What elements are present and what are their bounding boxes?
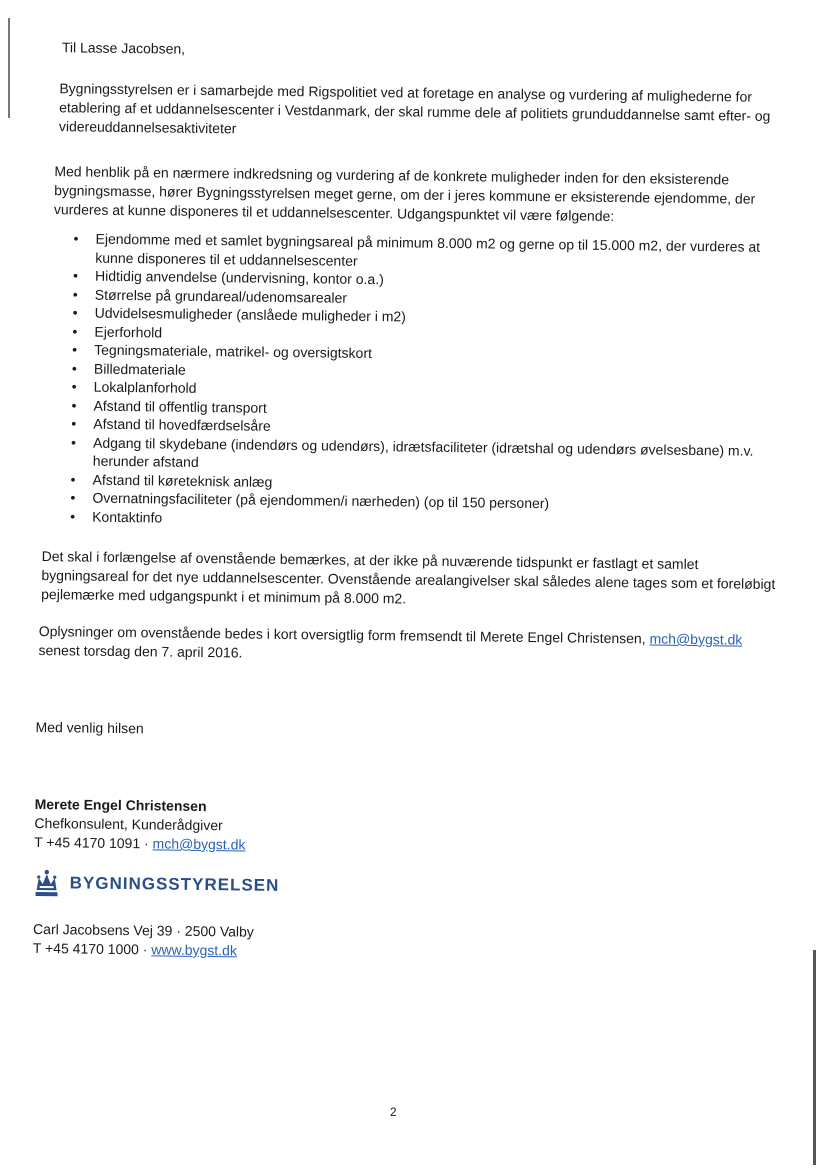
website-link[interactable]: www.bygst.dk: [151, 941, 238, 959]
requirement-item: • Afstand til offentlig transport: [71, 396, 779, 423]
requirement-item: • Udvidelsesmuligheder (anslåede muligheder i m2): [73, 303, 781, 330]
signature-name: Merete Engel Christensen: [34, 795, 207, 815]
closing: Med venlig hilsen: [35, 718, 144, 737]
salutation: Til Lasse Jacobsen,: [61, 39, 186, 57]
page-number: 2: [390, 1105, 397, 1119]
letter-body: [33, 38, 784, 967]
requirement-item: • Overnatningsfaciliteter (på ejendommen/i nærheden) (op til 150 personer): [70, 488, 778, 515]
paragraph-deadline: [38, 622, 776, 669]
address-block: [33, 920, 773, 967]
requirement-item: • Tegningsmateriale, matrikel- og oversigtskort: [72, 340, 780, 367]
signature-email-link[interactable]: mch@bygst.dk: [152, 835, 246, 853]
paragraph-request: Med henblik på en nærmere indkredsning og vurdering af de konkrete muligheder inden for den eksisterende bygningsmasse, hører Bygningsstyrelsen meget gerne, om der i jeres kommune er eksisterende ejendomme, der vurderes at kunne disponeres til et uddannelsescenter. Udgangspunktet vil være følgende:: [53, 163, 756, 224]
requirement-item: • Ejendomme med et samlet bygningsareal på minimum 8.000 m2 og gerne op til 15.000 m2, der vurderes at kunne disponeres til et uddannelsescenter: [73, 229, 781, 275]
requirement-item: • Ejerforhold: [72, 322, 780, 349]
crown-icon: [33, 868, 59, 898]
requirement-item: • Afstand til hovedfærdselsåre: [71, 414, 779, 441]
requirement-item: • Afstand til køreteknisk anlæg: [70, 470, 778, 497]
paragraph-note: Det skal i forlængelse af ovenstående bemærkes, at der ikke på nuværende tidspunkt er fastlagt et samlet bygningsareal for det nye uddannelsescenter. Ovenstående arealangivelser skal således alene tages som et foreløbigt pejlemærke med udgangspunkt i et minimum på 8.000 m2.: [41, 548, 776, 607]
requirement-item: • Hidtidig anvendelse (undervisning, kontor o.a.): [73, 266, 781, 293]
requirement-item: • Adgang til skydebane (indendørs og udendørs), idrætsfaciliteter (idrætshal og udendørs øvelsesbane) m.v. herunder afstand: [71, 433, 779, 479]
requirement-item: • Kontaktinfo: [70, 507, 778, 534]
contact-email-link[interactable]: mch@bygst.dk: [649, 630, 743, 648]
agency-logo: [33, 868, 773, 907]
scan-edge-right: [813, 950, 816, 1165]
deadline-date: senest torsdag den 7. april 2016.: [38, 641, 243, 661]
scan-edge-left: [8, 18, 10, 118]
signature-title: Chefkonsulent, Kunderådgiver: [34, 814, 223, 834]
signature-block: [34, 795, 775, 861]
address-street: Carl Jacobsens Vej 39 · 2500 Valby: [33, 920, 254, 940]
signature-phone: T +45 4170 1091 ·: [34, 833, 149, 852]
address-phone: T +45 4170 1000 ·: [32, 939, 148, 958]
deadline-text: Oplysninger om ovenstående bedes i kort oversigtlig form fremsendt til Merete Engel Christensen,: [38, 622, 646, 647]
letter-page: [32, 38, 784, 959]
requirements-list: [70, 229, 782, 534]
requirement-item: • Lokalplanforhold: [72, 377, 780, 404]
requirement-item: • Billedmateriale: [72, 359, 780, 386]
requirement-item: • Størrelse på grundareal/udenomsarealer: [73, 285, 781, 312]
logo-text: BYGNINGSSTYRELSEN: [69, 873, 280, 895]
paragraph-intro: Bygningsstyrelsen er i samarbejde med Rigspolitiet ved at foretage en analyse og vurdering af mulighederne for etablering af et uddannelsescenter i Vestdanmark, der skal rumme dele af politiets grunduddannelse samt efter- og videreuddannelsesaktiviteter: [58, 80, 771, 137]
